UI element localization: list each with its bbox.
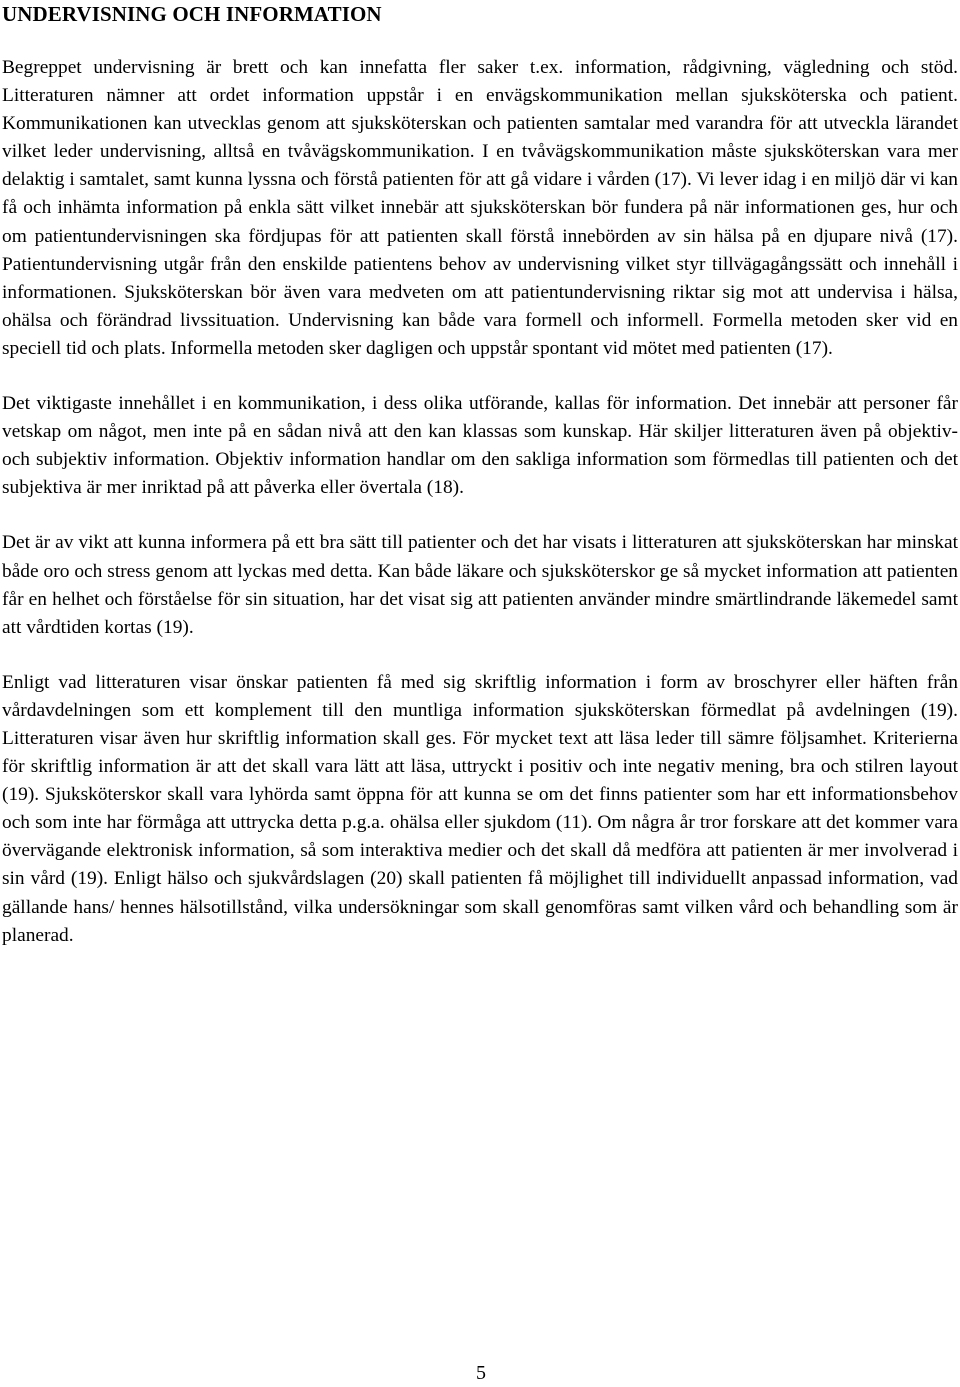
paragraph-informera — [2, 529, 958, 641]
paragraph-skriftlig-information — [2, 669, 958, 950]
section-heading: UNDERVISNING OCH INFORMATION — [2, 2, 382, 26]
body-text — [2, 54, 958, 977]
paragraph-segment: Det är av vikt att kunna informera på ett bra sätt till patienter och det har visats i litteraturen att sjuksköterskan har minskat både oro och stress genom att lyckas med detta. Kan både läkare och sjuksköterskor ge så mycket information att patienten får en helhet och förståelse för sin situation, har det visat sig att patienten använder mindre smärtlindrande läkemedel samt att vårdtiden kortas (19). — [2, 532, 958, 638]
paragraph-information — [2, 390, 958, 502]
paragraph-segment: Enligt vad litteraturen visar önskar patienten få med sig skriftlig information i form av broschyrer eller häften från vårdavdelningen som ett komplement till den muntliga information sjuksköterskan förmedlat på avdelningen (19). Litteraturen visar även hur skriftlig information skall ges. För mycket text att läsa leder till sämre följsamhet. Kriterierna för skriftlig information är att det skall vara lätt att läsa, uttryckt i positiv och inte negativ mening, bra och stilren layout (19). Sjuksköterskor skall vara lyhörda samt öppna för att kunna se om det finns patienter som har ett informationsbehov och som inte har förmåga att uttrycka detta p.g.a. ohälsa eller sjukdom (11). Om några år tror forskare att det kommer vara övervägande elektronisk information, så som interaktiva medier och det skall då medföra att patienten är mer involverad i sin vård (19). Enligt hälso och sjukvårdslagen (20) skall patienten få möjlighet till individuellt anpassad information, vad gällande hans/ hennes hälsotillstånd, vilka undersökningar som skall genomföras samt vilken vård och behandling som är planerad. — [2, 671, 958, 946]
paragraph-segment: Kommunikationen kan utvecklas genom att sjuksköterskan och patienten samtalar med varandra för att utveckla lärandet vilket leder undervisning, alltså en tvåvägskommunikation. I en tvåvägskommunikation måste sjuksköterskan vara mer delaktig i samtalet, samt kunna lyssna och förstå patienten för att gå vidare i vården (17). — [2, 113, 958, 191]
paragraph-segment: Begreppet undervisning är brett och kan innefatta fler saker t.ex. information, rådgivning, vägledning och stöd. Litteraturen nämner att ordet information uppstår i en envägskommunikation mellan sjuksköterska och patient. — [2, 57, 958, 107]
paragraph-segment: Det viktigaste innehållet i en kommunikation, i dess olika utförande, kallas för information. Det innebär att personer får vetskap om något, men inte på en sådan nivå att den kan klassas som kunskap. Här skiljer litteraturen även på objektiv- och subjektiv information. Objektiv information handlar om den sakliga information som förmedlas till patienten och det subjektiva är mer inriktad på att påverka eller övertala (18). — [2, 393, 958, 499]
paragraph-segment: Vi lever idag i en miljö där vi kan få och inhämta information på enkla sätt vilket innebär att sjuksköterskan bör fundera på när informationen ges, hur och om patientundervisningen ska fördjupas för att patienten skall förstå innebörden av sin hälsa på en djupare nivå (17). Patientundervisning utgår från den enskilde patientens behov av undervisning vilket styr tillvägagångssätt och innehåll i informationen. Sjuksköterskan bör även vara medveten om att patientundervisning riktar sig mot att undervisa i hälsa, ohälsa och förändrad livssituation. Undervisning kan både vara formell och informell. Formella metoden sker vid en speciell tid och plats. Informella metoden sker dagligen och uppstår spontant vid mötet med patienten (17). — [2, 169, 958, 359]
page-number: 5 — [476, 1362, 486, 1384]
paragraph-undervisning — [2, 54, 958, 363]
